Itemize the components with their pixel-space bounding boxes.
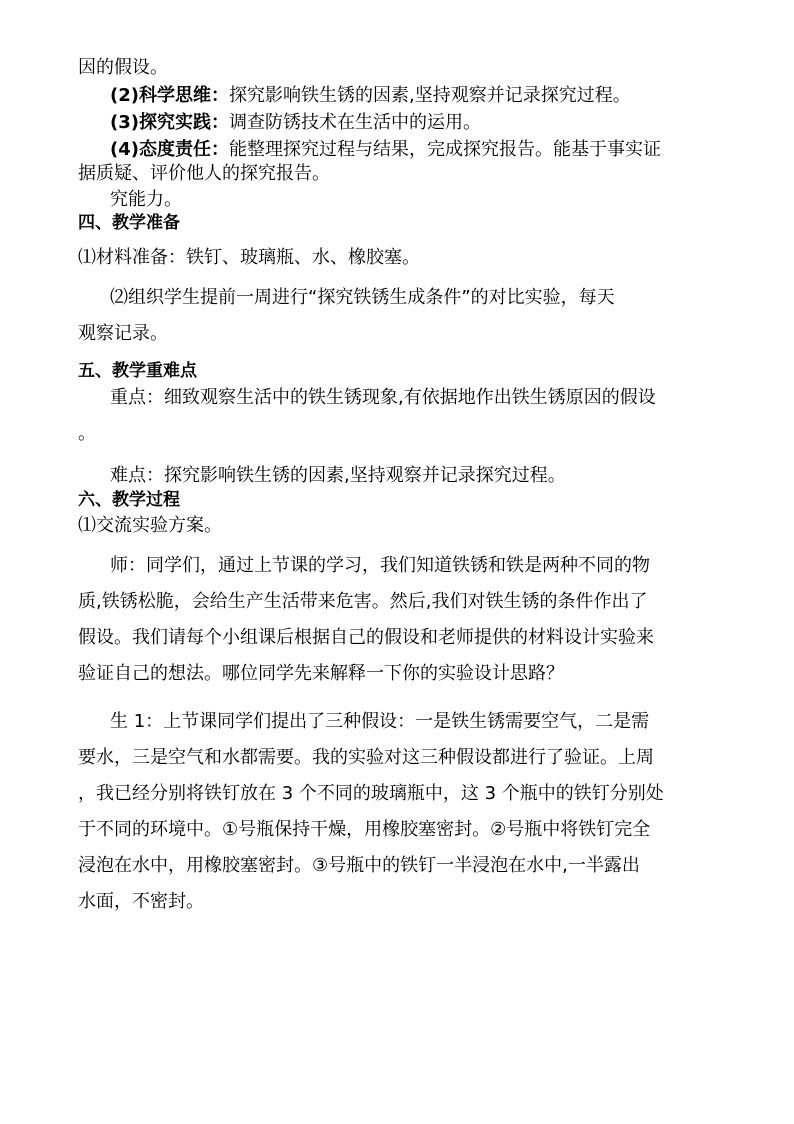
objective-2 [110, 85, 631, 107]
section-5-title: 五、教学重难点 [78, 361, 197, 381]
key-point: 重点：细致观察生活中的铁生锈现象,有依据地作出铁生锈原因的假设 [110, 387, 656, 408]
student-line: 要水，三是空气和水都需要。我的实验对这三种假设都进行了验证。上周 [78, 747, 654, 768]
objective-2-text: 探究影响铁生锈的因素,坚持观察并记录探究过程。 [228, 85, 631, 106]
student-line: ，我已经分别将铁钉放在 3 个不同的玻璃瓶中，这 3 个瓶中的铁钉分别处 [78, 783, 664, 804]
section-6-title: 六、教学过程 [78, 490, 180, 510]
objective-3-text: 调查防锈技术在生活中的运用。 [228, 112, 481, 133]
student-line: 浸泡在水中，用橡胶塞密封。③号瓶中的铁钉一半浸泡在水中,一半露出 [78, 855, 640, 876]
student-line: 水面，不密封。 [78, 891, 204, 912]
objective-4-text: 能整理探究过程与结果，完成探究报告。能基于事实证 [228, 139, 661, 160]
student-line: 于不同的环境中。①号瓶保持干燥，用橡胶塞密封。②号瓶中将铁钉完全 [78, 819, 651, 840]
objective-4-label: (4)态度责任： [110, 139, 229, 160]
objective-4 [110, 139, 661, 161]
objective-3 [110, 112, 481, 134]
objective-4-tail: 究能力。 [110, 189, 182, 210]
preparation-2-continuation: 观察记录。 [78, 323, 168, 344]
objective-1-tail: 因的假设。 [78, 57, 168, 78]
key-point-continuation: 。 [78, 423, 96, 444]
preparation-1: ⑴材料准备：铁钉、玻璃瓶、水、橡胶塞。 [78, 247, 420, 268]
teacher-line: 验证自己的想法。哪位同学先来解释一下你的实验设计思路？ [78, 663, 564, 684]
section-4-title: 四、教学准备 [78, 213, 180, 233]
objective-4-continuation: 据质疑、评价他人的探究报告。 [78, 163, 330, 184]
preparation-2: ⑵组织学生提前一周进行“探究铁锈生成条件”的对比实验，每天 [110, 287, 615, 308]
teacher-line: 质,铁锈松脆，会给生产生活带来危害。然后,我们对铁生锈的条件作出了 [78, 591, 648, 612]
objective-3-label: (3)探究实践： [110, 112, 229, 133]
objective-2-label: (2)科学思维： [110, 85, 229, 106]
difficult-point: 难点：探究影响铁生锈的因素,坚持观察并记录探究过程。 [110, 465, 566, 486]
teacher-line: 假设。我们请每个小组课后根据自己的假设和老师提供的材料设计实验来 [78, 627, 654, 648]
teacher-line: 师：同学们，通过上节课的学习，我们知道铁锈和铁是两种不同的物 [110, 555, 650, 576]
student-line: 生 1：上节课同学们提出了三种假设：一是铁生锈需要空气，二是需 [110, 711, 650, 732]
step-1: ⑴交流实验方案。 [78, 515, 222, 536]
